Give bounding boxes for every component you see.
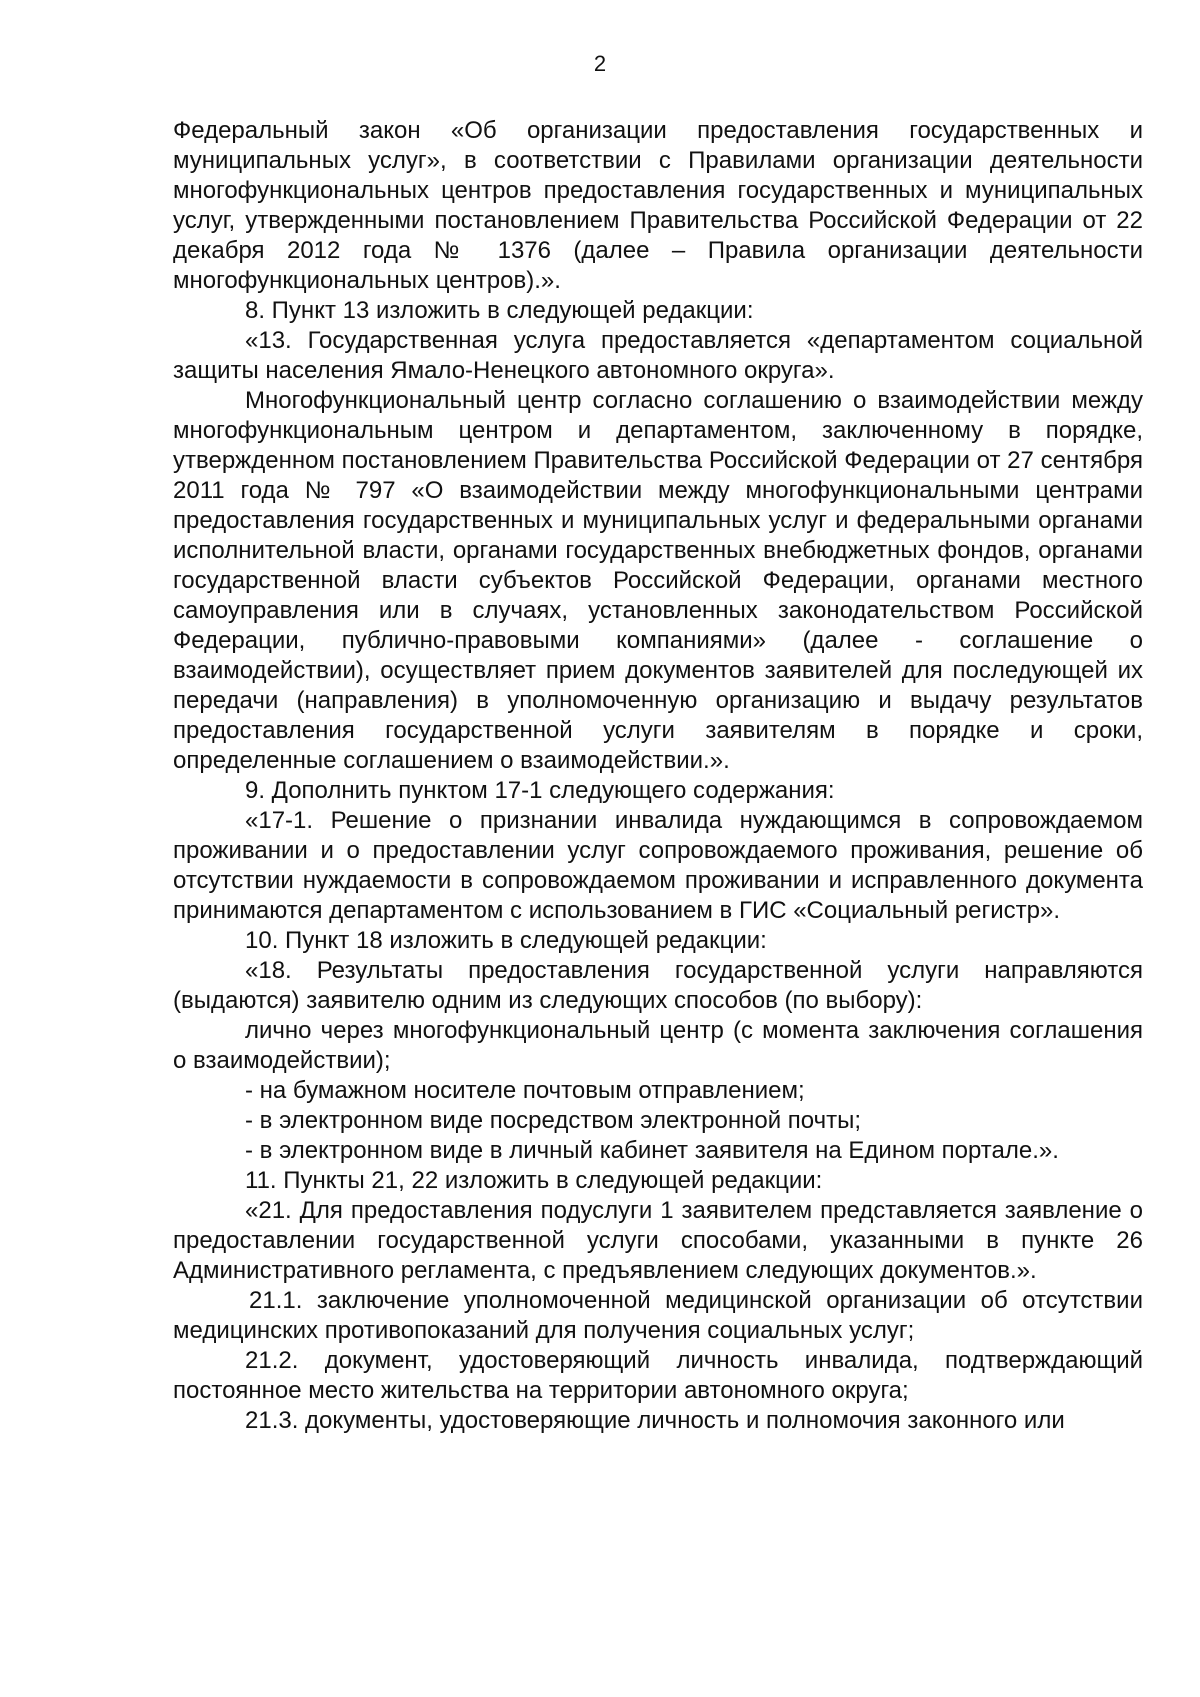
- paragraph-item-21-2: 21.2. документ, удостоверяющий личность инвалида, подтверждающий постоянное место жительства на территории автономного округа;: [173, 1347, 1143, 1404]
- paragraph-item-18-text: «18. Результаты предоставления государственной услуги направляются (выдаются) заявителю одним из следующих способов (по выбору):: [173, 957, 1143, 1014]
- paragraph-item-11-heading: 11. Пункты 21, 22 изложить в следующей редакции:: [245, 1167, 823, 1194]
- paragraph-item-9-heading: 9. Дополнить пунктом 17-1 следующего содержания:: [245, 777, 835, 804]
- paragraph-item-21-text: «21. Для предоставления подуслуги 1 заявителем представляется заявление о предоставлении государственной услуги способами, указанными в пункте 26 Административного регламента, с предъявлением следующих документов.».: [173, 1197, 1143, 1284]
- paragraph-item-21-3: 21.3. документы, удостоверяющие личность и полномочия законного или: [245, 1407, 1065, 1434]
- document-body: [173, 116, 1143, 1436]
- paragraph-delivery-mail: - на бумажном носителе почтовым отправлением;: [245, 1077, 805, 1104]
- page-number: 2: [593, 51, 607, 76]
- paragraph-delivery-in-person: лично через многофункциональный центр (с момента заключения соглашения о взаимодействии);: [173, 1017, 1143, 1074]
- paragraph-item-21-1: 21.1. заключение уполномоченной медицинской организации об отсутствии медицинских противопоказаний для получения социальных услуг;: [173, 1287, 1143, 1344]
- paragraph-item-10-heading: 10. Пункт 18 изложить в следующей редакции:: [245, 927, 767, 954]
- paragraph-item-13-text: «13. Государственная услуга предоставляется «департаментом социальной защиты населения Ямало-Ненецкого автономного округа».: [173, 327, 1143, 384]
- paragraph-item-17-1-text: «17-1. Решение о признании инвалида нуждающимся в сопровождаемом проживании и о предоставлении услуг сопровождаемого проживания, решение об отсутствии нуждаемости в сопровождаемом проживании и исправленного документа принимаются департаментом с использованием в ГИС «Социальный регистр».: [173, 807, 1143, 924]
- paragraph-mfc-agreement: Многофункциональный центр согласно соглашению о взаимодействии между многофункциональным центром и департаментом, заключенному в порядке, утвержденном постановлением Правительства Российской Федерации от 27 сентября 2011 года № 797 «О взаимодействии между многофункциональными центрами предоставления государственных и муниципальных услуг и федеральными органами исполнительной власти, органами государственных внебюджетных фондов, органами государственной власти субъектов Российской Федерации, органами местного самоуправления или в случаях, установленных законодательством Российской Федерации, публично-правовыми компаниями» (далее - соглашение о взаимодействии), осуществляет прием документов заявителей для последующей их передачи (направления) в уполномоченную организацию и выдачу результатов предоставления государственной услуги заявителям в порядке и сроки, определенные соглашением о взаимодействии.».: [173, 387, 1143, 774]
- paragraph-federal-law-reference: Федеральный закон «Об организации предоставления государственных и муниципальных услуг», в соответствии с Правилами организации деятельности многофункциональных центров предоставления государственных и муниципальных услуг, утвержденными постановлением Правительства Российской Федерации от 22 декабря 2012 года № 1376 (далее – Правила организации деятельности многофункциональных центров).».: [173, 117, 1143, 294]
- paragraph-delivery-portal: - в электронном виде в личный кабинет заявителя на Едином портале.».: [245, 1137, 1059, 1164]
- paragraph-delivery-email: - в электронном виде посредством электронной почты;: [245, 1107, 861, 1134]
- paragraph-item-8-heading: 8. Пункт 13 изложить в следующей редакции:: [245, 297, 754, 324]
